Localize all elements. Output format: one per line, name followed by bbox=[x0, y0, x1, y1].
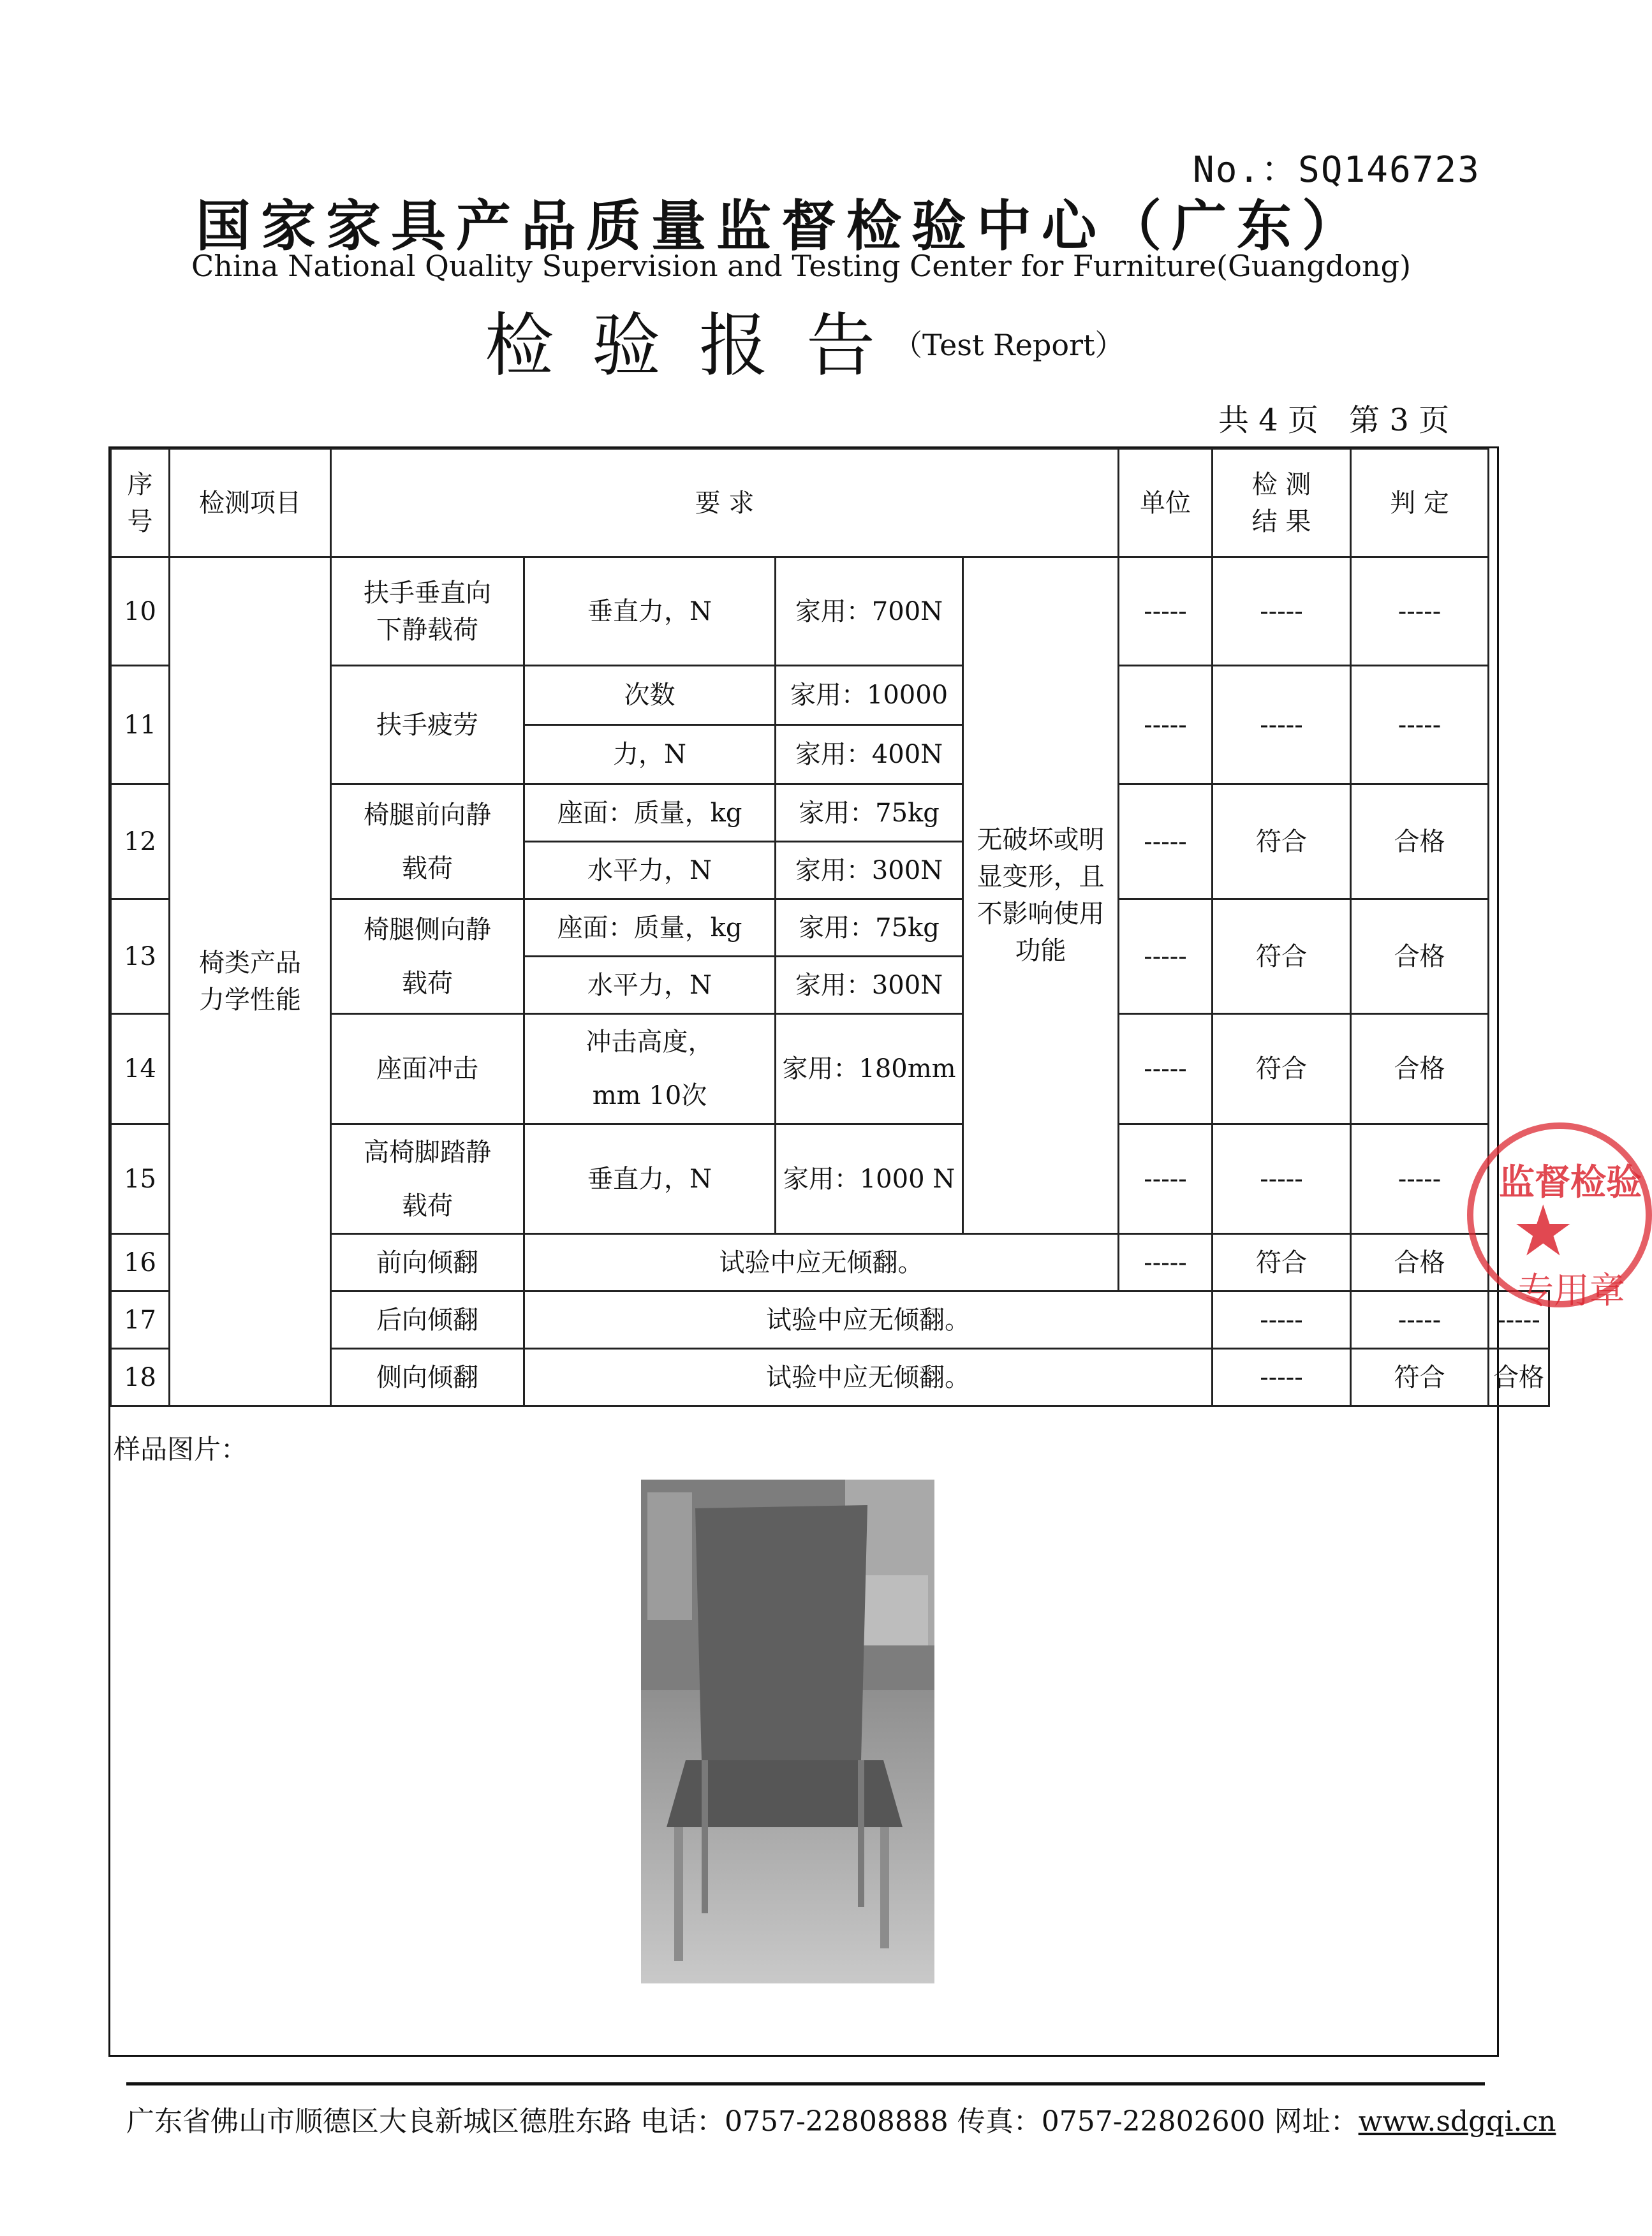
unit-cell: ----- bbox=[1213, 1291, 1351, 1349]
verdict-cell: 合格 bbox=[1489, 1349, 1549, 1406]
requirement-value: 家用：400N bbox=[776, 725, 963, 784]
result-cell: 符合 bbox=[1213, 1014, 1351, 1124]
requirement-value: 家用：300N bbox=[776, 842, 963, 899]
parameter: 冲击高度，mm 10次 bbox=[524, 1014, 776, 1124]
seal-text-bottom: 专用章 bbox=[1518, 1270, 1625, 1312]
parameter: 次数 bbox=[524, 666, 776, 725]
parameter: 座面：质量，kg bbox=[524, 784, 776, 842]
row-no: 17 bbox=[111, 1291, 170, 1349]
requirement-text: 试验中应无倾翻。 bbox=[524, 1291, 1213, 1349]
requirement-text: 试验中应无倾翻。 bbox=[524, 1349, 1213, 1406]
unit-cell: ----- bbox=[1119, 1234, 1213, 1291]
parameter: 水平力，N bbox=[524, 842, 776, 899]
parameter: 座面：质量，kg bbox=[524, 899, 776, 957]
unit-cell: ----- bbox=[1119, 784, 1213, 899]
header-verdict: 判 定 bbox=[1351, 449, 1489, 557]
parameter: 水平力，N bbox=[524, 957, 776, 1014]
star-icon: ★ bbox=[1512, 1190, 1575, 1272]
requirement-value: 家用：75kg bbox=[776, 899, 963, 957]
row-no: 18 bbox=[111, 1349, 170, 1406]
table-header-row bbox=[111, 449, 1549, 557]
result-cell: 符合 bbox=[1213, 899, 1351, 1014]
unit-cell: ----- bbox=[1119, 1124, 1213, 1234]
table-row bbox=[111, 557, 1549, 666]
item-name: 扶手疲劳 bbox=[331, 666, 524, 784]
result-cell: ----- bbox=[1213, 666, 1351, 784]
requirement-value: 家用：1000 N bbox=[776, 1124, 963, 1234]
row-no: 14 bbox=[111, 1014, 170, 1124]
header-requirement: 要 求 bbox=[331, 449, 1119, 557]
footer-address: 广东省佛山市顺德区大良新城区德胜东路 bbox=[126, 2105, 631, 2138]
row-no: 10 bbox=[111, 557, 170, 666]
footer-contact bbox=[126, 2098, 1556, 2139]
item-name: 椅腿侧向静载荷 bbox=[331, 899, 524, 1014]
report-number: No.：SQ146723 bbox=[1193, 149, 1480, 191]
requirement-text: 试验中应无倾翻。 bbox=[524, 1234, 1119, 1291]
footer-website-label: 网址： bbox=[1274, 2105, 1359, 2138]
sample-photo-label: 样品图片： bbox=[114, 1434, 248, 1465]
unit-cell: ----- bbox=[1119, 1014, 1213, 1124]
chair-photo-illustration bbox=[641, 1480, 934, 1983]
header-no: 序 号 bbox=[111, 449, 170, 557]
row-no: 15 bbox=[111, 1124, 170, 1234]
unit-cell: ----- bbox=[1119, 557, 1213, 666]
requirement-value: 家用：10000 bbox=[776, 666, 963, 725]
parameter: 垂直力，N bbox=[524, 1124, 776, 1234]
verdict-cell: 合格 bbox=[1351, 1014, 1489, 1124]
verdict-cell: 合格 bbox=[1351, 784, 1489, 899]
item-name: 座面冲击 bbox=[331, 1014, 524, 1124]
requirement-value: 家用：300N bbox=[776, 957, 963, 1014]
report-title: 检验报告 bbox=[485, 306, 914, 386]
result-cell: 符合 bbox=[1213, 784, 1351, 899]
item-name: 前向倾翻 bbox=[331, 1234, 524, 1291]
requirement-value: 家用：180mm bbox=[776, 1014, 963, 1124]
item-name: 后向倾翻 bbox=[331, 1291, 524, 1349]
verdict-cell: ----- bbox=[1351, 557, 1489, 666]
row-no: 12 bbox=[111, 784, 170, 899]
center-title-en: China National Quality Supervision and Testing Center for Furniture(Guangdong) bbox=[191, 249, 1412, 283]
item-name: 椅腿前向静载荷 bbox=[331, 784, 524, 899]
result-cell: ----- bbox=[1213, 1124, 1351, 1234]
test-results-table bbox=[110, 448, 1550, 1407]
parameter: 垂直力，N bbox=[524, 557, 776, 666]
unit-cell: ----- bbox=[1213, 1349, 1351, 1406]
footer-fax: 传真：0757-22802600 bbox=[957, 2105, 1265, 2138]
sample-photo bbox=[641, 1480, 934, 1983]
requirement-value: 家用：75kg bbox=[776, 784, 963, 842]
unit-cell: ----- bbox=[1119, 899, 1213, 1014]
header-unit: 单位 bbox=[1119, 449, 1213, 557]
footer-phone: 电话：0757-22808888 bbox=[640, 2105, 948, 2138]
item-name: 扶手垂直向下静载荷 bbox=[331, 557, 524, 666]
parameter: 力，N bbox=[524, 725, 776, 784]
category-cell: 椅类产品力学性能 bbox=[170, 557, 331, 1406]
header-result: 检 测 结 果 bbox=[1213, 449, 1351, 557]
row-no: 13 bbox=[111, 899, 170, 1014]
item-name: 侧向倾翻 bbox=[331, 1349, 524, 1406]
verdict-cell: ----- bbox=[1351, 1124, 1489, 1234]
requirement-value: 家用：700N bbox=[776, 557, 963, 666]
unit-cell: ----- bbox=[1119, 666, 1213, 784]
result-cell: ----- bbox=[1351, 1291, 1489, 1349]
shared-requirement: 无破坏或明显变形，且不影响使用功能 bbox=[963, 557, 1119, 1234]
row-no: 16 bbox=[111, 1234, 170, 1291]
row-no: 11 bbox=[111, 666, 170, 784]
official-seal bbox=[1467, 1122, 1652, 1312]
footer-website-link[interactable]: www.sdgqi.cn bbox=[1358, 2105, 1556, 2138]
footer-divider bbox=[126, 2082, 1485, 2085]
verdict-cell: ----- bbox=[1489, 1291, 1549, 1349]
item-name: 高椅脚踏静载荷 bbox=[331, 1124, 524, 1234]
verdict-cell: ----- bbox=[1351, 666, 1489, 784]
verdict-cell: 合格 bbox=[1351, 899, 1489, 1014]
header-item: 检测项目 bbox=[170, 449, 331, 557]
seal-text-top: 监督检验 bbox=[1499, 1162, 1642, 1203]
report-title-en: （Test Report） bbox=[893, 328, 1125, 362]
result-cell: ----- bbox=[1213, 557, 1351, 666]
result-cell: 符合 bbox=[1213, 1234, 1351, 1291]
page-count: 共 4 页 第 3 页 bbox=[1218, 402, 1450, 438]
center-title-cn: 国家家具产品质量监督检验中心（广东） bbox=[196, 194, 1367, 258]
verdict-cell: 合格 bbox=[1351, 1234, 1489, 1291]
result-cell: 符合 bbox=[1351, 1349, 1489, 1406]
